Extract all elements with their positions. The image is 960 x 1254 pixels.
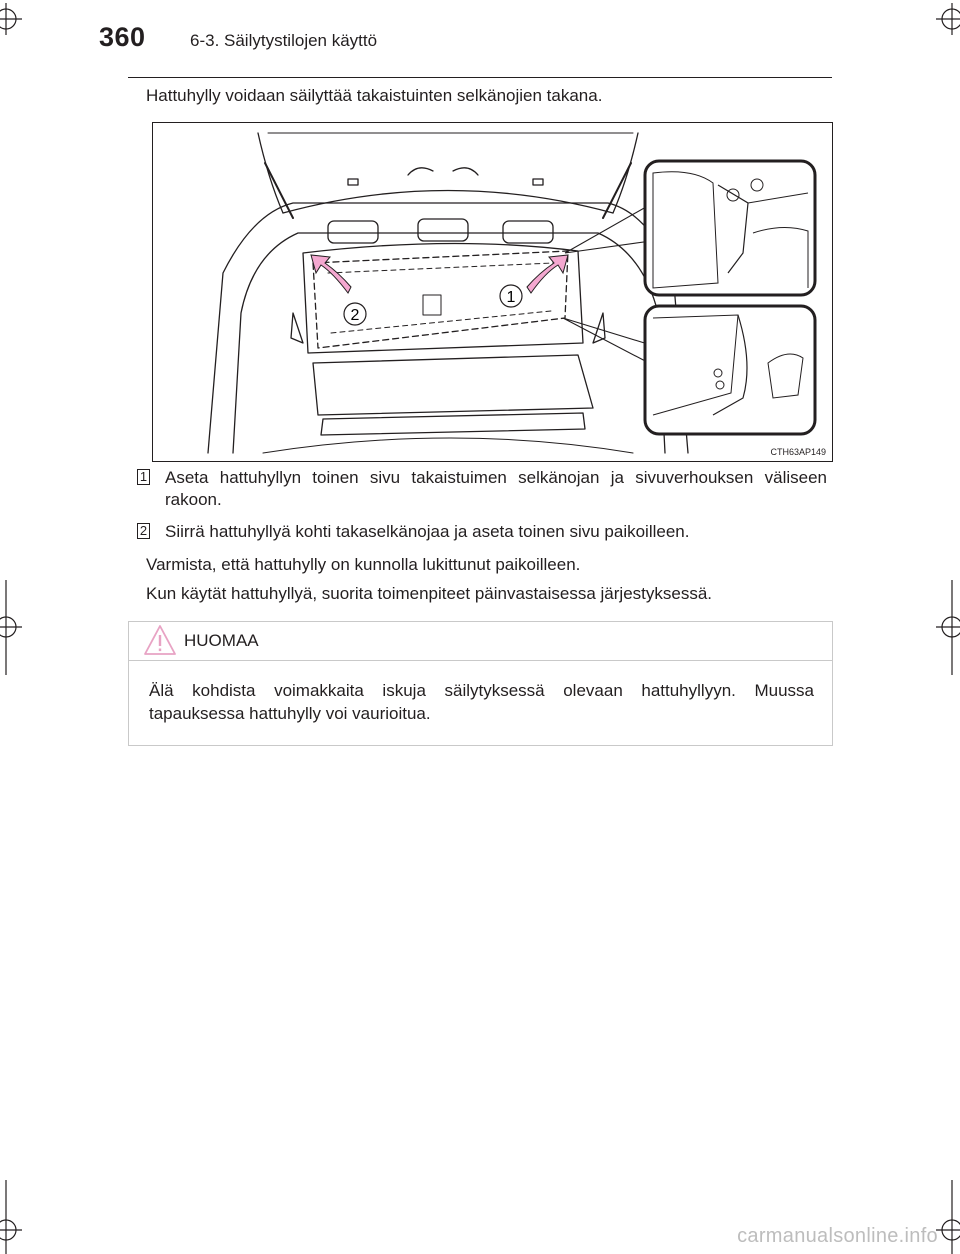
step-2-number: 2 (137, 523, 150, 539)
note-reverse-order: Kun käytät hattuhyllyä, suorita toimenpiteet päinvastaisessa järjestyksessä. (146, 584, 713, 603)
callout-2-label: 2 (350, 307, 360, 324)
step-2-text: Siirrä hattuhyllyä kohti takaselkänojaa ja aseta toinen sivu paikoilleen. (165, 522, 690, 541)
page-number: 360 (99, 22, 146, 52)
callout-1-label: 1 (506, 289, 516, 306)
step-1-number: 1 (137, 469, 150, 485)
intro-text: Hattuhylly voidaan säilyttää takaistuinten selkänojien takana. (146, 86, 603, 105)
watermark: carmanualsonline.info (737, 1225, 938, 1247)
section-title: 6-3. Säilytystilojen käyttö (190, 31, 378, 50)
warning-body: Älä kohdista voimakkaita iskuja säilytyksessä olevaan hattuhyllyyn. Muussa tapauksessa hattuhylly voi vaurioitua. (149, 681, 814, 723)
warning-title: HUOMAA (184, 631, 259, 650)
figure-code: CTH63AP149 (770, 447, 826, 457)
step-1-text: Aseta hattuhyllyn toinen sivu takaistuimen selkänojan ja sivuverhouksen väliseen rakoon. (165, 468, 827, 509)
note-locked: Varmista, että hattuhylly on kunnolla lukittunut paikoilleen. (146, 555, 581, 574)
